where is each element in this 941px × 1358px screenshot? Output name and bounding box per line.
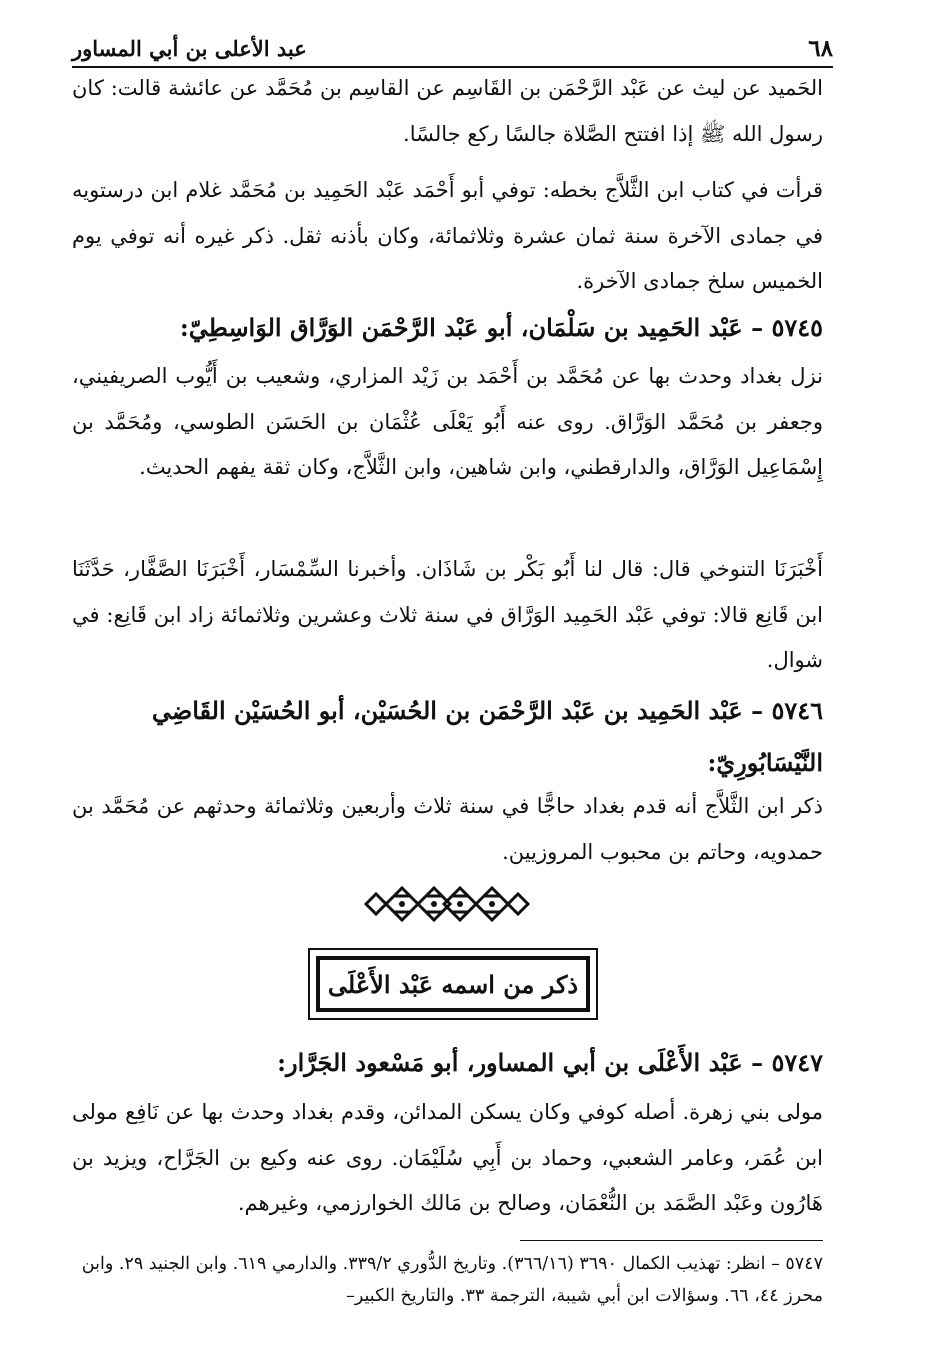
footnote-divider xyxy=(520,1240,823,1241)
page-number: ٦٨ xyxy=(808,34,833,62)
section-heading-frame xyxy=(308,948,598,1020)
entry-heading-5746: ٥٧٤٦ – عَبْد الحَمِيد بن عَبْد الرَّحْمَن بن الحُسَيْن، أبو الحُسَيْن القَاضِي النَّيْسَابُورِيّ: xyxy=(151,696,823,777)
running-header xyxy=(72,30,833,68)
paragraph-5747-bio: مولى بني زهرة. أصله كوفي وكان يسكن المدائن، وقدم بغداد وحدث بها عن نَافِع مولى ابن عُمَر، وعامر الشعبي، وحماد بن أَبِي سُلَيْمَان. روى عنه وكيع بن الجَرَّاح، ويزيد بن هَارُون وعَبْد الصَّمَد بن النُّعْمَان، وصالح بن مَالك الخوارزمي، وغيرهم. xyxy=(72,1100,823,1215)
entry-heading-5747: ٥٧٤٧ – عَبْد الأَعْلَى بن أبي المساور، أبو مَسْعود الجَرَّار: xyxy=(277,1048,823,1077)
paragraph-5746-bio: ذكر ابن الثَّلاَّج أنه قدم بغداد حاجًّا في سنة ثلاث وأربعين وثلاثمائة وحدثهم عن مُحَمَّد بن حمدويه، وحاتم بن محبوب المروزيين. xyxy=(72,794,823,864)
diamond-chain-ornament-icon xyxy=(362,880,532,928)
paragraph-5745-bio: نزل بغداد وحدث بها عن مُحَمَّد بن أَحْمَد بن زَيْد المزاري، وشعيب بن أَيُّوب الصريفيني، وجعفر بن مُحَمَّد الوَرَّاق. روى عنه أَبُو يَعْلَى عُثْمَان بن الحَسَن الطوسي، ومُحَمَّد بن إِسْمَاعِيل الوَرَّاق، والدارقطني، وابن شاهين، وابن الثَّلاَّج، وكان ثقة يفهم الحديث. xyxy=(72,364,823,479)
section-heading: ذكر من اسمه عَبْد الأَعْلَى xyxy=(316,956,590,1012)
paragraph-5745-death: أَخْبَرَنَا التنوخي قال: قال لنا أَبُو بَكْر بن شَاذَان. وأخبرنا السِّمْسَار، أَخْبَرَنَا الصَّفَّار، حَدَّثَنَا ابن قَانِع قالا: توفي عَبْد الحَمِيد الوَرَّاق في سنة ثلاث وعشرين وثلاثمائة زاد ابن قَانِع: في شوال. xyxy=(72,557,823,672)
paragraph-death-note: قرأت في كتاب ابن الثَّلاَّج بخطه: توفي أبو أَحْمَد عَبْد الحَمِيد بن مُحَمَّد غلام ابن درستويه في جمادى الآخرة سنة ثمان عشرة وثلاثمائة، وكان بأذنه ثقل. ذكر غيره أنه توفي يوم الخميس سلخ جمادى الآخرة. xyxy=(72,178,823,293)
running-title: عبد الأعلى بن أبي المساور xyxy=(72,35,307,61)
paragraph-hadith: الحَميد عن ليث عن عَبْد الرَّحْمَن بن القَاسِم عن القاسِم بن مُحَمَّد عن عائشة قالت: كان رسول الله ﷺ إذا افتتح الصَّلاة جالسًا ركع جالسًا. xyxy=(72,76,823,146)
footnote: ٥٧٤٧ – انظر: تهذيب الكمال ٣٦٩٠ (٣٦٦/١٦). وتاريخ الدُّوري ٣٣٩/٢. والدارمي ٦١٩. وابن الجنيد ٢٩. وابن محرز ٤٤، ٦٦. وسؤالات ابن أبي شيبة، الترجمة ٣٣. والتاريخ الكبير– xyxy=(81,1254,823,1306)
entry-heading-5745: ٥٧٤٥ – عَبْد الحَمِيد بن سَلْمَان، أبو عَبْد الرَّحْمَن الوَرَّاق الوَاسِطِيّ: xyxy=(179,313,823,342)
